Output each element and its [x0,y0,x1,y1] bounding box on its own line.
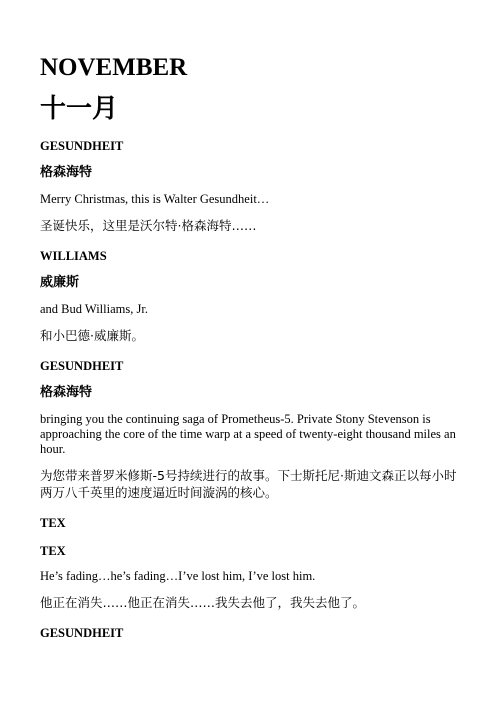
dialogue-line-zh: 他正在消失……他正在消失……我失去他了，我失去他了。 [40,595,366,610]
speaker-name-zh: 威廉斯 [40,275,80,290]
speaker-name-en: GESUNDHEIT [40,626,124,640]
dialogue-line-en: and Bud Williams, Jr. [40,302,148,316]
dialogue-line-en: He’s fading…he’s fading…I’ve lost him, I’ve lost him. [40,569,316,583]
speaker-name-en: TEX [40,516,66,530]
dialogue-line-en: bringing you the continuing saga of Prometheus-5. Private Stony Stevenson is approaching the core of the time warp at a speed of twenty-eight thousand miles an hour. [40,412,456,456]
speaker-name-en: WILLIAMS [40,249,107,263]
chapter-title-en: NOVEMBER [40,54,188,81]
speaker-name-zh: 格森海特 [40,385,93,400]
dialogue-line-en: Merry Christmas, this is Walter Gesundheit… [40,192,270,206]
speaker-name-zh: 格森海特 [40,165,93,180]
dialogue-block [40,358,465,501]
speaker-name-en: GESUNDHEIT [40,359,124,373]
chapter-title-zh: 十一月 [40,94,119,124]
dialogue-block [40,515,465,611]
dialogue-line-zh: 为您带来普罗米修斯-5号持续进行的故事。下士斯托尼·斯迪文森正以每小时两万八千英里的速度逼近时间漩涡的核心。 [40,468,457,500]
script-content [40,52,465,641]
speaker-name-zh: TEX [40,544,66,558]
dialogue-block [40,248,465,344]
speaker-name-en: GESUNDHEIT [40,139,124,153]
dialogue-block [40,138,465,234]
dialogue-line-zh: 和小巴德·威廉斯。 [40,328,144,343]
dialogue-line-zh: 圣诞快乐，这里是沃尔特·格森海特…… [40,218,257,233]
